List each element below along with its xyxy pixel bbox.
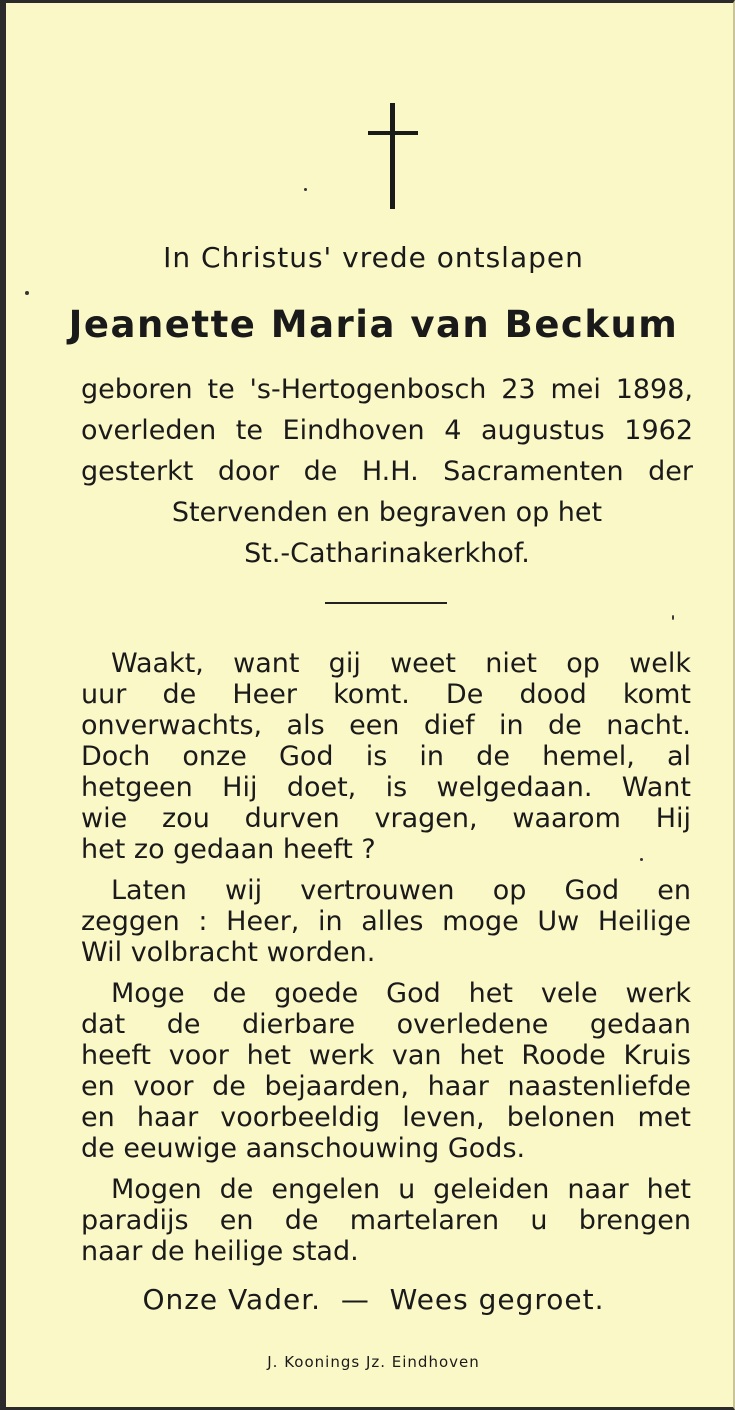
details-line: St.-Catharinakerkhof. — [244, 538, 530, 569]
paragraph — [81, 1174, 691, 1267]
text-line: uur de Heer komt. De dood komt — [81, 679, 691, 710]
print-speck — [672, 615, 674, 620]
print-speck — [25, 291, 29, 295]
life-details — [81, 369, 693, 574]
text-line: zeggen : Heer, in alles moge Uw Heilige — [81, 906, 691, 937]
cross-icon — [368, 103, 418, 209]
details-line: overleden te Eindhoven 4 augustus 1962 — [81, 415, 693, 446]
print-speck — [304, 188, 307, 191]
text-line: heeft voor het werk van het Roode Kruis — [81, 1040, 691, 1071]
text-line: paradijs en de martelaren u brengen — [81, 1205, 691, 1236]
details-line: Stervenden en begraven op het — [171, 497, 603, 528]
paragraph — [81, 978, 691, 1164]
text-line: Laten wij vertrouwen op God en — [111, 875, 691, 906]
divider — [325, 602, 447, 604]
deceased-name: Jeanette Maria van Beckum — [68, 303, 679, 346]
intro-text: In Christus' vrede ontslapen — [163, 241, 584, 274]
paragraph — [81, 648, 691, 865]
memorial-text — [81, 648, 691, 1277]
text-line: en haar voorbeeldig leven, belonen met — [81, 1102, 691, 1133]
text-line: Waakt, want gij weet niet op welk — [111, 648, 691, 679]
details-line: gesterkt door de H.H. Sacramenten der — [81, 456, 693, 487]
text-line: dat de dierbare overledene gedaan — [81, 1009, 691, 1040]
text-line: naar de heilige stad. — [81, 1236, 359, 1267]
text-line: hetgeen Hij doet, is welgedaan. Want — [81, 772, 691, 803]
text-line: Doch onze God is in de hemel, al — [81, 741, 691, 772]
text-line: Wil volbracht worden. — [81, 937, 376, 968]
text-line: en voor de bejaarden, haar naastenliefde — [81, 1071, 691, 1102]
text-line: de eeuwige aanschouwing Gods. — [81, 1133, 526, 1164]
printer-credit: J. Koonings Jz. Eindhoven — [267, 1353, 480, 1371]
text-line: Moge de goede God het vele werk — [111, 978, 691, 1009]
print-speck — [640, 858, 643, 861]
closing-prayers: Onze Vader. — Wees gegroet. — [142, 1283, 605, 1316]
text-line: onverwachts, als een dief in de nacht. — [81, 710, 691, 741]
text-line: wie zou durven vragen, waarom Hij — [81, 803, 691, 834]
text-line: het zo gedaan heeft ? — [81, 834, 376, 865]
details-line: geboren te 's-Hertogenbosch 23 mei 1898, — [81, 374, 693, 405]
paragraph — [81, 875, 691, 968]
text-line: Mogen de engelen u geleiden naar het — [111, 1174, 691, 1205]
